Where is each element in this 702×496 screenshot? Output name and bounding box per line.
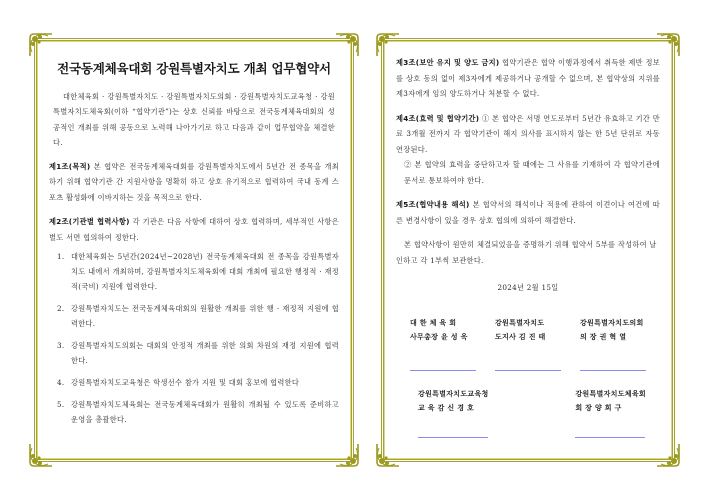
list-item	[57, 338, 339, 368]
article-1-heading: 제1조(목적)	[49, 161, 91, 171]
signatory-org: 강원특별자치도교육청	[418, 389, 489, 398]
article-2	[49, 214, 339, 427]
item-text: 강원특별자치도체육회는 전국동계체육대회가 원활히 개최될 수 있도록 준비하고 운영을 총괄한다.	[71, 400, 339, 424]
list-item	[57, 375, 339, 390]
item-text: 강원특별자치도교육청은 학생선수 참가 지원 및 대회 홍보에 협력한다	[71, 378, 300, 387]
document-title: 전국동계체육대회 강원특별자치도 개최 업무협약서	[57, 61, 331, 76]
signatory-name: 의 장 권 혁 열	[580, 332, 627, 341]
signatory-name: 사무총장 윤 성 욱	[410, 332, 468, 341]
article-4-body: ① 본 협약은 서명 연도로부터 5년간 유효하고 기간 만료 3개월 전까지 각 협약기관이 해지 의사를 표시하지 않는 한 5년 단위로 자동 연장된다.	[396, 113, 660, 154]
signing-date: 2024년 2월 15일	[497, 283, 559, 292]
signatory-org: 강원특별자치도체육회	[575, 389, 646, 398]
intro-paragraph: 대한체육회 · 강원특별자치도 · 강원특별자치도의회 · 강원특별자치도교육청 · 강원특별자치도체육회(이하 “협약기관”)는 상호 신뢰를 바탕으로 전국동계체육대회의 성공적인 개최를 위해 공동으로 노력해 나아가기로 하고 다음과 같이 업무협약을 체결한다.	[53, 91, 335, 147]
signature-block	[410, 316, 476, 371]
article-2-list	[49, 249, 339, 427]
article-5-heading: 제5조(협약내용 해석)	[396, 200, 470, 209]
signatory-org: 대 한 체 육 회	[410, 318, 457, 327]
item-text: 대한체육회는 5년간(2024년~2028년) 전국동계체육대회 전 종목을 강원특별자치도 내에서 개최하며, 강원특별자치도체육회에 대회 개최에 필요한 행정적 · 재정적(국비) 지원에 협력한다.	[71, 252, 339, 291]
signatures-row-2	[396, 387, 660, 438]
article-3-body: 협약기관은 협약 이행과정에서 취득한 제반 정보를 상호 동의 없이 제3자에게 제공하거나 공개할 수 없으며, 본 협약상의 지위를 제3자에게 임의 양도하거나 처분할 수 없다.	[396, 58, 661, 98]
signature-line[interactable]	[418, 437, 488, 438]
item-text: 강원특별자치도는 전국동계체육대회의 원활한 개최를 위한 행 · 재정적 지원에 협력한다.	[71, 304, 339, 328]
article-1	[49, 159, 339, 206]
article-2-body: 각 기관은 다음 사항에 대하여 상호 협력하며, 세부적인 사항은 별도 서면 협의하여 정한다.	[49, 217, 340, 242]
signatory-name: 교 육 감 신 경 호	[418, 403, 475, 412]
list-item	[57, 397, 339, 427]
article-1-body: 본 협약은 전국동계체육대회를 강원특별자치도에서 5년간 전 종목을 개최하기 위해 협약기관 간 지원사항을 명확히 하고 상호 유기적으로 협력하여 국내 동계 스포츠 활성화에 이바지하는 것을 목적으로 한다.	[49, 161, 339, 202]
closing-statement: 본 협약사항이 원만히 체결되었음을 증명하기 위해 협약서 5부를 작성하여 날인하고 각 1부씩 보관한다.	[396, 240, 657, 265]
signatures-row-1	[396, 316, 660, 371]
item-number: 4.	[57, 378, 65, 387]
signature-line[interactable]	[575, 437, 645, 438]
signatory-name: 도지사 김 진 태	[495, 332, 546, 341]
article-4	[396, 111, 660, 189]
article-5-body: 본 협약서의 해석이나 적용에 관하여 이견이나 여건에 따른 변경사항이 있을 경우 상호 협의에 의하여 해결한다.	[396, 200, 660, 225]
signatory-org: 강원특별자치도의회	[580, 318, 644, 327]
signatory-name: 회 장 양 희 구	[575, 403, 622, 412]
signature-line[interactable]	[580, 370, 646, 371]
item-text: 강원특별자치도의회는 대회의 안정적 개최를 위한 의회 차원의 재정 지원에 협력한다.	[71, 341, 339, 365]
item-number: 5.	[57, 400, 65, 409]
article-4-clause-2: ② 본 협약의 효력을 중단하고자 할 때에는 그 사유를 기재하여 각 협약기관에 문서로 통보하여야 한다.	[404, 160, 660, 185]
signature-line[interactable]	[410, 370, 476, 371]
item-number: 3.	[57, 341, 65, 350]
signature-block	[418, 387, 489, 438]
item-number: 1.	[57, 252, 65, 261]
signatory-org: 강원특별자치도	[495, 318, 545, 327]
signature-line[interactable]	[495, 370, 561, 371]
list-item	[57, 301, 339, 331]
list-item	[57, 249, 339, 294]
signature-block	[580, 316, 646, 371]
article-3	[396, 55, 660, 102]
article-5	[396, 197, 660, 228]
right-page	[381, 38, 675, 462]
article-3-heading: 제3조(보안 유지 및 양도 금지)	[396, 58, 500, 67]
signature-block	[495, 316, 561, 371]
item-number: 2.	[57, 304, 65, 313]
left-page	[34, 38, 354, 462]
article-4-heading: 제4조(효력 및 협약기간)	[396, 113, 480, 123]
article-2-heading: 제2조(기관별 협력사항)	[49, 217, 130, 226]
signature-block	[575, 387, 646, 438]
